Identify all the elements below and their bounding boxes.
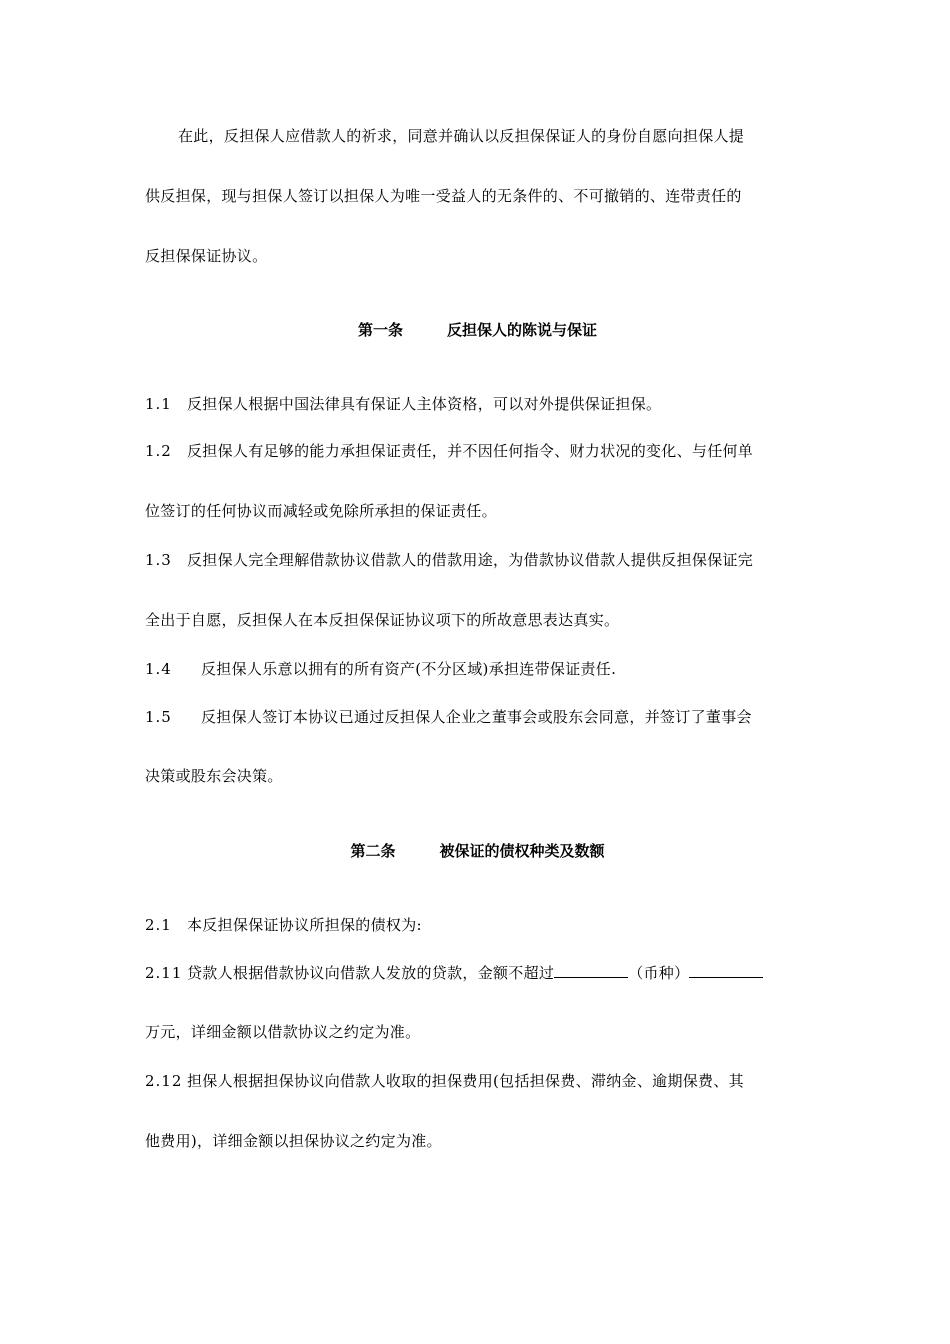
clause-1-5 <box>145 707 810 727</box>
clause-1-4 <box>145 659 810 679</box>
clause-1-3-cont: 全出于自愿，反担保人在本反担保保证协议项下的所故意思表达真实。 <box>145 611 620 629</box>
clause-number: 1.2 <box>145 442 172 460</box>
clause-number: 2.1 <box>145 916 172 934</box>
clause-1-1 <box>145 394 810 414</box>
clause-text: 担保人根据担保协议向借款人收取的担保费用(包括担保费、滞纳金、逾期保费、其 <box>187 1072 744 1090</box>
clause-text: 反担保人签订本协议已通过反担保人企业之董事会或股东会同意，并签订了董事会 <box>201 708 752 726</box>
article-1-title: 反担保人的陈说与保证 <box>447 321 598 339</box>
document-page <box>145 0 810 1344</box>
clause-number: 2.12 <box>145 1072 183 1090</box>
clause-1-2-cont: 位签订的任何协议而减轻或免除所承担的保证责任。 <box>145 502 497 520</box>
article-1-heading <box>145 320 810 340</box>
currency-label: （币种） <box>628 964 690 982</box>
clause-number: 1.5 <box>145 708 172 726</box>
clause-1-3 <box>145 550 810 570</box>
article-2-title: 被保证的债权种类及数额 <box>439 842 605 860</box>
clause-2-11-cont: 万元，详细金额以借款协议之约定为准。 <box>145 1023 421 1041</box>
clause-text: 贷款人根据借款协议向借款人发放的贷款，金额不超过 <box>187 964 555 982</box>
clause-number: 2.11 <box>145 964 183 982</box>
amount-blank-field[interactable] <box>554 963 628 978</box>
clause-number: 1.4 <box>145 660 172 678</box>
clause-number: 1.1 <box>145 395 172 413</box>
preamble-line-3: 反担保保证协议。 <box>145 247 268 265</box>
clause-text: 反担保人乐意以拥有的所有资产(不分区域)承担连带保证责任. <box>201 660 617 678</box>
article-2-number: 第二条 <box>350 842 396 860</box>
article-1-number: 第一条 <box>357 321 403 339</box>
clause-2-11 <box>145 963 810 983</box>
clause-number: 1.3 <box>145 551 172 569</box>
clause-2-12-cont: 他费用)，详细金额以担保协议之约定为准。 <box>145 1132 442 1150</box>
clause-text: 反担保人根据中国法律具有保证人主体资格，可以对外提供保证担保。 <box>187 395 662 413</box>
clause-1-5-cont: 决策或股东会决策。 <box>145 767 283 785</box>
clause-text: 本反担保保证协议所担保的债权为: <box>187 916 422 934</box>
preamble-line-2: 供反担保，现与担保人签订以担保人为唯一受益人的无条件的、不可撤销的、连带责任的 <box>145 187 742 205</box>
article-2-heading <box>145 841 810 861</box>
clause-2-12 <box>145 1071 810 1091</box>
preamble-line-1: 在此，反担保人应借款人的祈求，同意并确认以反担保保证人的身份自愿向担保人提 <box>178 127 745 145</box>
currency-blank-field[interactable] <box>689 963 763 978</box>
clause-text: 反担保人完全理解借款协议借款人的借款用途，为借款协议借款人提供反担保保证完 <box>187 551 754 569</box>
clause-1-2 <box>145 441 810 461</box>
clause-2-1 <box>145 915 810 935</box>
clause-text: 反担保人有足够的能力承担保证责任，并不因任何指令、财力状况的变化、与任何单 <box>187 442 754 460</box>
